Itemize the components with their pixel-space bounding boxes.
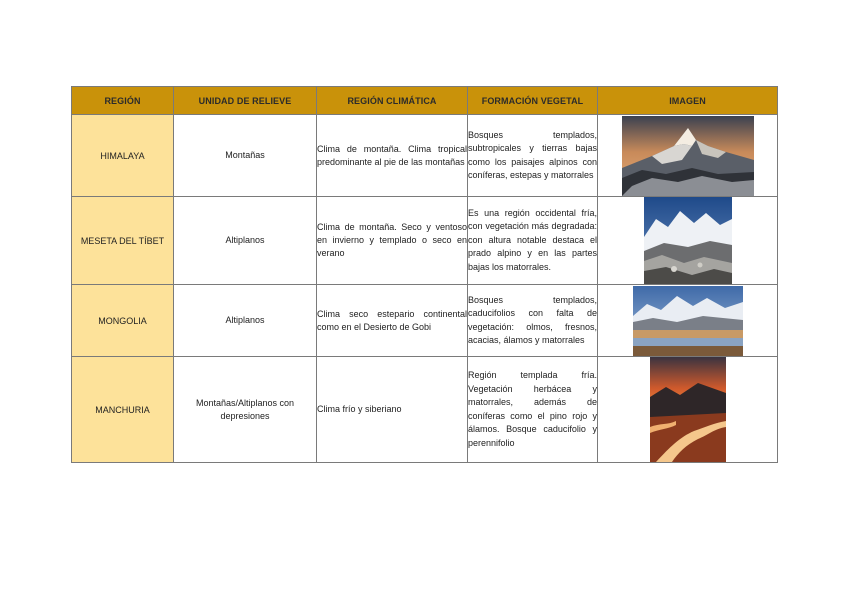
mongolia-photo — [633, 286, 743, 356]
manchuria-photo — [650, 357, 726, 462]
header-region: REGIÓN — [72, 87, 174, 115]
relieve-cell: Montañas/Altiplanos con depresiones — [174, 357, 317, 463]
table-header-row — [72, 87, 778, 115]
header-vegetal: FORMACIÓN VEGETAL — [468, 87, 598, 115]
table-row — [72, 115, 778, 197]
image-cell — [598, 357, 778, 463]
clima-cell: Clima frío y siberiano — [317, 357, 468, 463]
vegetal-cell: Bosques templados, caducifolios con falta de vegetación: olmos, fresnos, acacias, álamos y matorrales — [468, 285, 598, 357]
clima-cell: Clima de montaña. Clima tropical predominante al pie de las montañas — [317, 115, 468, 197]
relieve-cell: Montañas — [174, 115, 317, 197]
region-cell: MONGOLIA — [72, 285, 174, 357]
vegetal-cell: Bosques templados, subtropicales y tierras bajas como los paisajes alpinos con coníferas, estepas y matorrales — [468, 115, 598, 197]
region-cell: MESETA DEL TÍBET — [72, 197, 174, 285]
clima-cell: Clima de montaña. Seco y ventoso en invierno y templado o seco en verano — [317, 197, 468, 285]
header-relieve: UNIDAD DE RELIEVE — [174, 87, 317, 115]
table-row — [72, 357, 778, 463]
tibet-photo — [644, 197, 732, 284]
region-cell: HIMALAYA — [72, 115, 174, 197]
vegetal-cell: Es una región occidental fría, con vegetación más degradada: con altura notable destaca el prado alpino y en las partes bajas los matorrales. — [468, 197, 598, 285]
himalaya-photo — [622, 116, 754, 196]
image-cell — [598, 115, 778, 197]
table-row — [72, 197, 778, 285]
relieve-cell: Altiplanos — [174, 285, 317, 357]
image-cell — [598, 285, 778, 357]
region-cell: MANCHURIA — [72, 357, 174, 463]
geography-table — [71, 86, 778, 463]
clima-cell: Clima seco estepario continental como en el Desierto de Gobi — [317, 285, 468, 357]
vegetal-cell: Región templada fría. Vegetación herbácea y matorrales, además de coníferas como el pino rojo y álamos. Bosque caducifolio y perennifolio — [468, 357, 598, 463]
image-cell — [598, 197, 778, 285]
header-clima: REGIÓN CLIMÁTICA — [317, 87, 468, 115]
table-row — [72, 285, 778, 357]
header-imagen: IMAGEN — [598, 87, 778, 115]
relieve-cell: Altiplanos — [174, 197, 317, 285]
